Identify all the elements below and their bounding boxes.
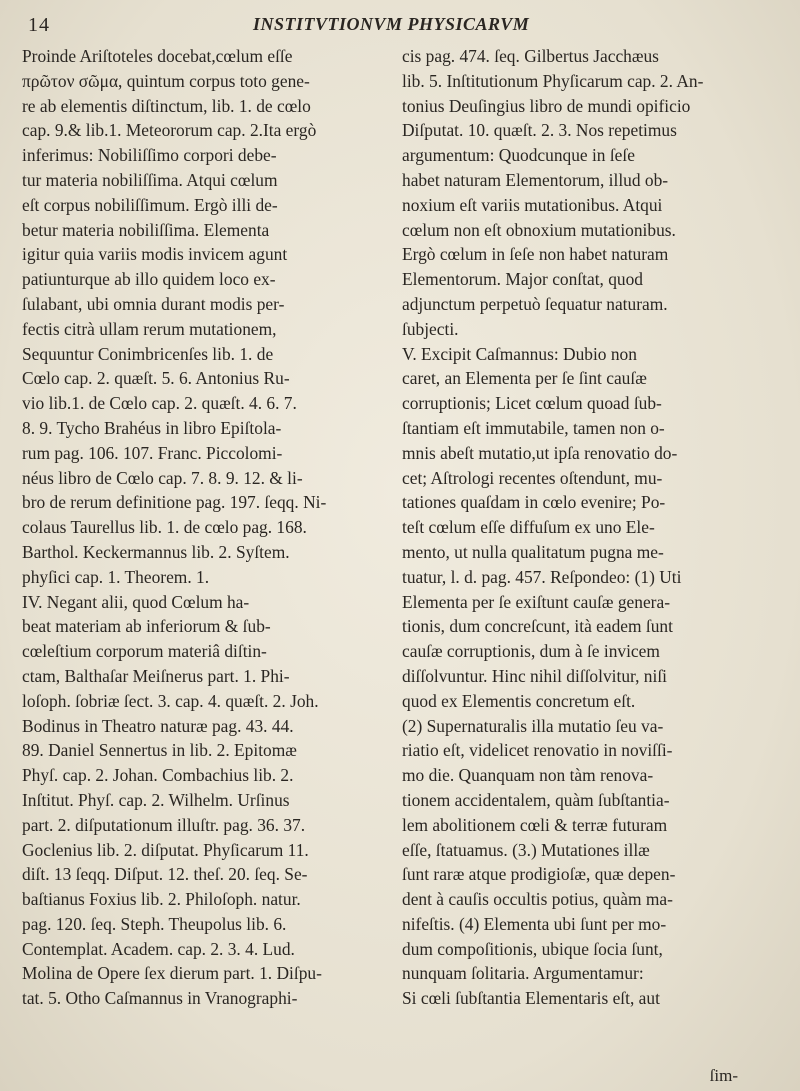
text-line: Phyſ. cap. 2. Johan. Combachius lib. 2. [22, 765, 294, 786]
text-line: caret, an Elementa per ſe ſint cauſæ [402, 368, 647, 389]
text-line: re ab elementis diſtinctum, lib. 1. de cœlo [22, 95, 311, 116]
text-line: bro de rerum definitione pag. 197. ſeqq. Ni- [22, 492, 327, 513]
text-line: Inſtitut. Phyſ. cap. 2. Wilhelm. Urſinus [22, 789, 290, 810]
text-line: teſt cœlum eſſe diffuſum ex uno Ele- [402, 517, 655, 538]
text-line: ſubjecti. [402, 318, 459, 339]
text-line: patiunturque ab illo quidem loco ex- [22, 269, 276, 290]
text-line: Si cœli ſubſtantia Elementaris eſt, aut [402, 988, 660, 1009]
text-line: nunquam ſolitaria. Argumentamur: [402, 963, 644, 984]
text-line: cis pag. 474. ſeq. Gilbertus Jacchæus [402, 46, 659, 66]
text-line: Ergò cœlum in ſeſe non habet naturam [402, 244, 669, 265]
left-column [22, 44, 390, 1011]
text-line: beat materiam ab inferiorum & ſub- [22, 616, 271, 637]
text-line: cœlum non eſt obnoxium mutationibus. [402, 219, 676, 240]
text-line: Barthol. Keckermannus lib. 2. Syſtem. [22, 541, 290, 562]
text-line: ſtantiam eſt immutabile, tamen non o- [402, 417, 665, 438]
text-line: lib. 5. Inſtitutionum Phyſicarum cap. 2. An- [402, 70, 704, 91]
text-line: tionis, dum concreſcunt, ità eadem ſunt [402, 616, 673, 637]
catchword: ſim- [709, 1066, 738, 1085]
text-line: pag. 120. ſeq. Steph. Theupolus lib. 6. [22, 913, 287, 934]
text-line: πρῶτον σῶμα, quintum corpus toto gene- [22, 70, 310, 91]
text-line: tat. 5. Otho Caſmannus in Vranographi- [22, 988, 298, 1009]
text-line: eſt corpus nobiliſſimum. Ergò illi de- [22, 194, 278, 215]
text-line: loſoph. ſobriæ ſect. 3. cap. 4. quæſt. 2. Joh. [22, 690, 319, 711]
text-line: noxium eſt variis mutationibus. Atqui [402, 194, 663, 215]
text-line: vio lib.1. de Cœlo cap. 2. quæſt. 4. 6. 7. [22, 393, 297, 414]
text-line: néus libro de Cœlo cap. 7. 8. 9. 12. & li- [22, 467, 303, 488]
text-line: eſſe, ſtatuamus. (3.) Mutationes illæ [402, 839, 650, 860]
text-line: 8. 9. Tycho Brahéus in libro Epiſtola- [22, 417, 282, 438]
text-line: cauſæ corruptionis, dum à ſe invicem [402, 641, 660, 662]
text-line: mo die. Quanquam non tàm renova- [402, 765, 654, 786]
text-line: cet; Aſtrologi recentes oſtendunt, mu- [402, 467, 663, 488]
text-line: inferimus: Nobiliſſimo corpori debe- [22, 145, 277, 166]
text-line: V. Excipit Caſmannus: Dubio non [402, 343, 637, 364]
text-line: Proinde Ariſtoteles docebat,cœlum eſſe [22, 46, 293, 66]
text-line: dent à cauſis occultis potius, quàm ma- [402, 889, 673, 910]
page-header [28, 8, 780, 42]
text-line: fectis citrà ullam rerum mutationem, [22, 318, 277, 339]
text-line: colaus Taurellus lib. 1. de cœlo pag. 168. [22, 517, 307, 538]
text-line: tationes quaſdam in cœlo evenire; Po- [402, 492, 666, 513]
text-line: quod ex Elementis concretum eſt. [402, 690, 636, 711]
text-line: Diſputat. 10. quæſt. 2. 3. Nos repetimus [402, 120, 677, 141]
text-line: Elementa per ſe exiſtunt cauſæ genera- [402, 591, 670, 612]
text-line: nifeſtis. (4) Elementa ubi ſunt per mo- [402, 913, 667, 934]
text-line: (2) Supernaturalis illa mutatio ſeu va- [402, 715, 664, 736]
page-number: 14 [28, 14, 50, 36]
text-line: igitur quia variis modis invicem agunt [22, 244, 288, 265]
text-line: diſſolvuntur. Hinc nihil diſſolvitur, niſi [402, 665, 667, 686]
text-line: ſunt raræ atque prodigioſæ, quæ depen- [402, 864, 676, 885]
text-line: dum compoſitionis, ubique ſocia ſunt, [402, 938, 663, 959]
text-line: Bodinus in Theatro naturæ pag. 43. 44. [22, 715, 294, 736]
text-line: Cœlo cap. 2. quæſt. 5. 6. Antonius Ru- [22, 368, 290, 389]
text-line: corruptionis; Licet cœlum quoad ſub- [402, 393, 662, 414]
text-line: diſt. 13 ſeqq. Diſput. 12. theſ. 20. ſeq. Se- [22, 864, 308, 885]
text-line: tur materia nobiliſſima. Atqui cœlum [22, 169, 278, 190]
running-title: INSTITVTIONVM PHYSICARVM [253, 14, 530, 34]
text-line: riatio eſt, videlicet renovatio in noviſſi- [402, 740, 673, 761]
text-line: ſulabant, ubi omnia durant modis per- [22, 293, 285, 314]
right-column [402, 44, 780, 1011]
text-line: lem abolitionem cœli & terræ futuram [402, 814, 668, 835]
text-line: adjunctum perpetuò ſequatur naturam. [402, 293, 668, 314]
text-line: Molina de Opere ſex dierum part. 1. Diſpu- [22, 963, 322, 984]
text-line: phyſici cap. 1. Theorem. 1. [22, 566, 210, 587]
text-line: cap. 9.& lib.1. Meteororum cap. 2.Ita ergò [22, 120, 317, 141]
text-line: IV. Negant alii, quod Cœlum ha- [22, 591, 250, 612]
text-line: mento, ut nulla qualitatum pugna me- [402, 541, 664, 562]
text-line: tionem accidentalem, quàm ſubſtantia- [402, 789, 670, 810]
text-line: Contemplat. Academ. cap. 2. 3. 4. Lud. [22, 938, 295, 959]
text-line: 89. Daniel Sennertus in lib. 2. Epitomæ [22, 740, 297, 761]
text-line: tuatur, l. d. pag. 457. Reſpondeo: (1) Uti [402, 566, 682, 587]
text-line: betur materia nobiliſſima. Elementa [22, 219, 270, 240]
text-line: cœleſtium corporum materiâ diſtin- [22, 641, 267, 662]
text-line: Goclenius lib. 2. diſputat. Phyſicarum 11. [22, 839, 309, 860]
text-line: habet naturam Elementorum, illud ob- [402, 169, 669, 190]
text-line: Sequuntur Conimbricenſes lib. 1. de [22, 343, 274, 364]
text-line: rum pag. 106. 107. Franc. Piccolomi- [22, 442, 283, 463]
text-line: baſtianus Foxius lib. 2. Philoſoph. natur. [22, 889, 301, 910]
text-line: part. 2. diſputationum illuſtr. pag. 36. 37. [22, 814, 306, 835]
text-line: ctam, Balthaſar Meiſnerus part. 1. Phi- [22, 665, 290, 686]
text-line: Elementorum. Major conſtat, quod [402, 269, 643, 290]
text-line: argumentum: Quodcunque in ſeſe [402, 145, 635, 166]
text-line: tonius Deuſingius libro de mundi opificio [402, 95, 691, 116]
text-line: mnis abeſt mutatio,ut ipſa renovatio do- [402, 442, 678, 463]
